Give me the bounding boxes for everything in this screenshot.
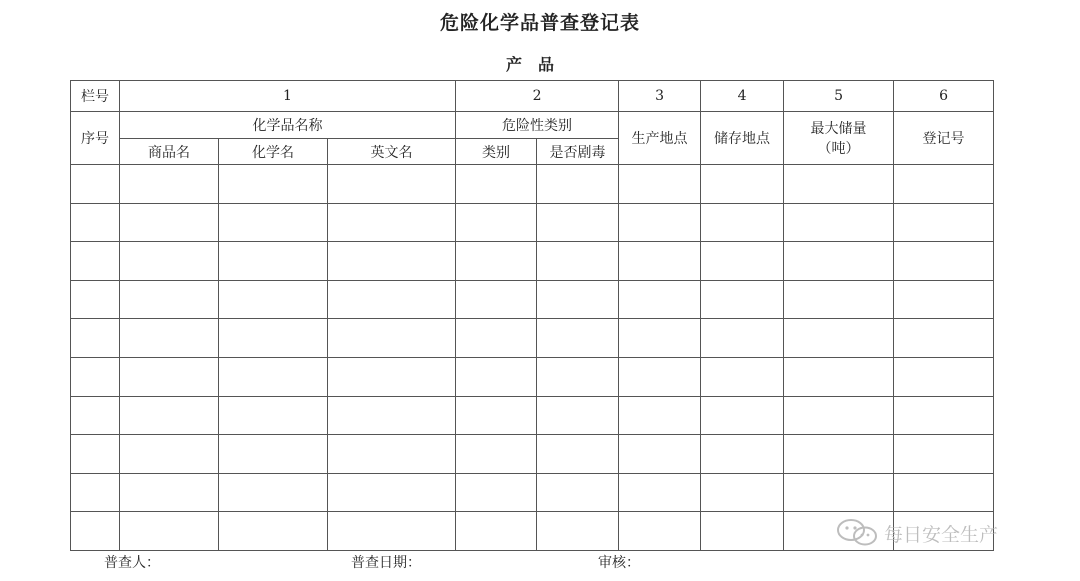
- col-num-3: 3: [619, 81, 701, 112]
- table-cell[interactable]: [894, 473, 994, 512]
- table-cell[interactable]: [894, 435, 994, 474]
- table-cell[interactable]: [219, 280, 328, 319]
- table-cell[interactable]: [328, 512, 456, 551]
- table-cell[interactable]: [219, 512, 328, 551]
- table-row: [71, 396, 994, 435]
- table-cell[interactable]: [71, 242, 120, 281]
- table-cell[interactable]: [328, 435, 456, 474]
- header-row-1: [71, 112, 994, 139]
- production-site-header: 生产地点: [619, 112, 701, 165]
- table-cell[interactable]: [894, 280, 994, 319]
- table-cell[interactable]: [328, 473, 456, 512]
- table-cell[interactable]: [619, 512, 701, 551]
- table-cell[interactable]: [619, 242, 701, 281]
- table-cell[interactable]: [219, 165, 328, 204]
- table-cell[interactable]: [71, 319, 120, 358]
- hazard-group-header: 危险性类别: [456, 112, 619, 139]
- table-cell[interactable]: [328, 319, 456, 358]
- table-cell[interactable]: [219, 357, 328, 396]
- table-cell[interactable]: [456, 242, 537, 281]
- table-cell[interactable]: [456, 280, 537, 319]
- table-cell[interactable]: [619, 203, 701, 242]
- table-cell[interactable]: [456, 435, 537, 474]
- table-cell[interactable]: [619, 396, 701, 435]
- table-cell[interactable]: [537, 435, 619, 474]
- table-cell[interactable]: [120, 242, 219, 281]
- table-cell[interactable]: [120, 473, 219, 512]
- table-cell[interactable]: [701, 357, 784, 396]
- col-num-2: 2: [456, 81, 619, 112]
- col-num-1: 1: [120, 81, 456, 112]
- table-cell[interactable]: [894, 242, 994, 281]
- table-row: [71, 242, 994, 281]
- column-number-row: [71, 81, 994, 112]
- table-cell[interactable]: [71, 473, 120, 512]
- table-row: [71, 473, 994, 512]
- col-num-4: 4: [701, 81, 784, 112]
- table-cell[interactable]: [784, 435, 894, 474]
- table-cell[interactable]: [120, 435, 219, 474]
- table-cell[interactable]: [701, 203, 784, 242]
- table-cell[interactable]: [784, 473, 894, 512]
- table-cell[interactable]: [784, 203, 894, 242]
- table-cell[interactable]: [120, 512, 219, 551]
- table-cell[interactable]: [784, 165, 894, 204]
- table-cell[interactable]: [701, 242, 784, 281]
- storage-site-header: 储存地点: [701, 112, 784, 165]
- watermark-text: 每日安全生产: [884, 523, 999, 546]
- table-cell[interactable]: [219, 435, 328, 474]
- table-cell[interactable]: [537, 203, 619, 242]
- table-cell[interactable]: [701, 435, 784, 474]
- table-cell[interactable]: [71, 357, 120, 396]
- table-cell[interactable]: [328, 357, 456, 396]
- table-row: [71, 280, 994, 319]
- table-cell[interactable]: [894, 319, 994, 358]
- table-cell[interactable]: [701, 319, 784, 358]
- table-cell[interactable]: [701, 512, 784, 551]
- table-cell[interactable]: [219, 319, 328, 358]
- table-cell[interactable]: [784, 319, 894, 358]
- english-name-header: 英文名: [328, 139, 456, 165]
- trade-name-header: 商品名: [120, 139, 219, 165]
- table-cell[interactable]: [328, 396, 456, 435]
- table-cell[interactable]: [456, 357, 537, 396]
- table-cell[interactable]: [784, 280, 894, 319]
- table-row: [71, 319, 994, 358]
- max-storage-unit: （吨）: [817, 141, 860, 157]
- table-cell[interactable]: [456, 319, 537, 358]
- category-header: 类别: [456, 139, 537, 165]
- table-cell[interactable]: [120, 280, 219, 319]
- table-cell[interactable]: [784, 357, 894, 396]
- chem-name-header: 化学名: [219, 139, 328, 165]
- table-cell[interactable]: [701, 280, 784, 319]
- table-cell[interactable]: [219, 203, 328, 242]
- is-toxic-header: 是否剧毒: [537, 139, 619, 165]
- table-cell[interactable]: [894, 165, 994, 204]
- table-cell[interactable]: [537, 396, 619, 435]
- form-subtitle: 产 品: [505, 55, 554, 74]
- max-storage-header: [784, 112, 894, 165]
- table-row: [71, 203, 994, 242]
- form-title: 危险化学品普查登记表: [439, 12, 640, 34]
- table-cell[interactable]: [619, 357, 701, 396]
- table-cell[interactable]: [619, 280, 701, 319]
- table-cell[interactable]: [219, 396, 328, 435]
- chem-name-group-header: 化学品名称: [120, 112, 456, 139]
- table-cell[interactable]: [537, 473, 619, 512]
- table-cell[interactable]: [701, 165, 784, 204]
- table-cell[interactable]: [456, 396, 537, 435]
- table-cell[interactable]: [894, 396, 994, 435]
- watermark: [836, 518, 998, 548]
- table-cell[interactable]: [456, 473, 537, 512]
- table-cell[interactable]: [537, 319, 619, 358]
- table-cell[interactable]: [120, 396, 219, 435]
- table-cell[interactable]: [894, 357, 994, 396]
- table-cell[interactable]: [537, 280, 619, 319]
- surveyor-label: 普查人：: [104, 555, 160, 571]
- table-cell[interactable]: [619, 319, 701, 358]
- col-num-6: 6: [894, 81, 994, 112]
- table-cell[interactable]: [894, 203, 994, 242]
- table-cell[interactable]: [701, 396, 784, 435]
- registration-table: [70, 80, 994, 551]
- table-cell[interactable]: [120, 165, 219, 204]
- table-row: [71, 357, 994, 396]
- table-cell[interactable]: [619, 473, 701, 512]
- survey-date-label: 普查日期：: [351, 555, 421, 571]
- table-cell[interactable]: [120, 357, 219, 396]
- wechat-icon: [836, 518, 880, 548]
- seq-header: 序号: [71, 112, 120, 165]
- table-cell[interactable]: [120, 203, 219, 242]
- reg-no-header: 登记号: [894, 112, 994, 165]
- table-cell[interactable]: [619, 435, 701, 474]
- table-cell[interactable]: [701, 473, 784, 512]
- table-cell[interactable]: [328, 203, 456, 242]
- table-cell[interactable]: [537, 165, 619, 204]
- table-cell[interactable]: [328, 242, 456, 281]
- table-cell[interactable]: [537, 242, 619, 281]
- table-cell[interactable]: [219, 242, 328, 281]
- table-cell[interactable]: [71, 435, 120, 474]
- table-cell[interactable]: [71, 280, 120, 319]
- col-num-label: 栏号: [71, 81, 120, 112]
- table-row: [71, 165, 994, 204]
- table-cell[interactable]: [784, 242, 894, 281]
- table-cell[interactable]: [328, 280, 456, 319]
- table-row: [71, 435, 994, 474]
- reviewer-label: 审核：: [598, 555, 640, 571]
- table-cell[interactable]: [456, 165, 537, 204]
- table-cell[interactable]: [71, 396, 120, 435]
- table-cell[interactable]: [71, 165, 120, 204]
- table-cell[interactable]: [784, 396, 894, 435]
- table-cell[interactable]: [328, 165, 456, 204]
- max-storage-label: 最大储量: [810, 121, 867, 137]
- col-num-5: 5: [784, 81, 894, 112]
- table-cell[interactable]: [71, 512, 120, 551]
- table-cell[interactable]: [120, 319, 219, 358]
- table-cell[interactable]: [219, 473, 328, 512]
- table-cell[interactable]: [71, 203, 120, 242]
- table-cell[interactable]: [537, 512, 619, 551]
- table-cell[interactable]: [456, 512, 537, 551]
- table-cell[interactable]: [619, 165, 701, 204]
- table-cell[interactable]: [456, 203, 537, 242]
- table-cell[interactable]: [537, 357, 619, 396]
